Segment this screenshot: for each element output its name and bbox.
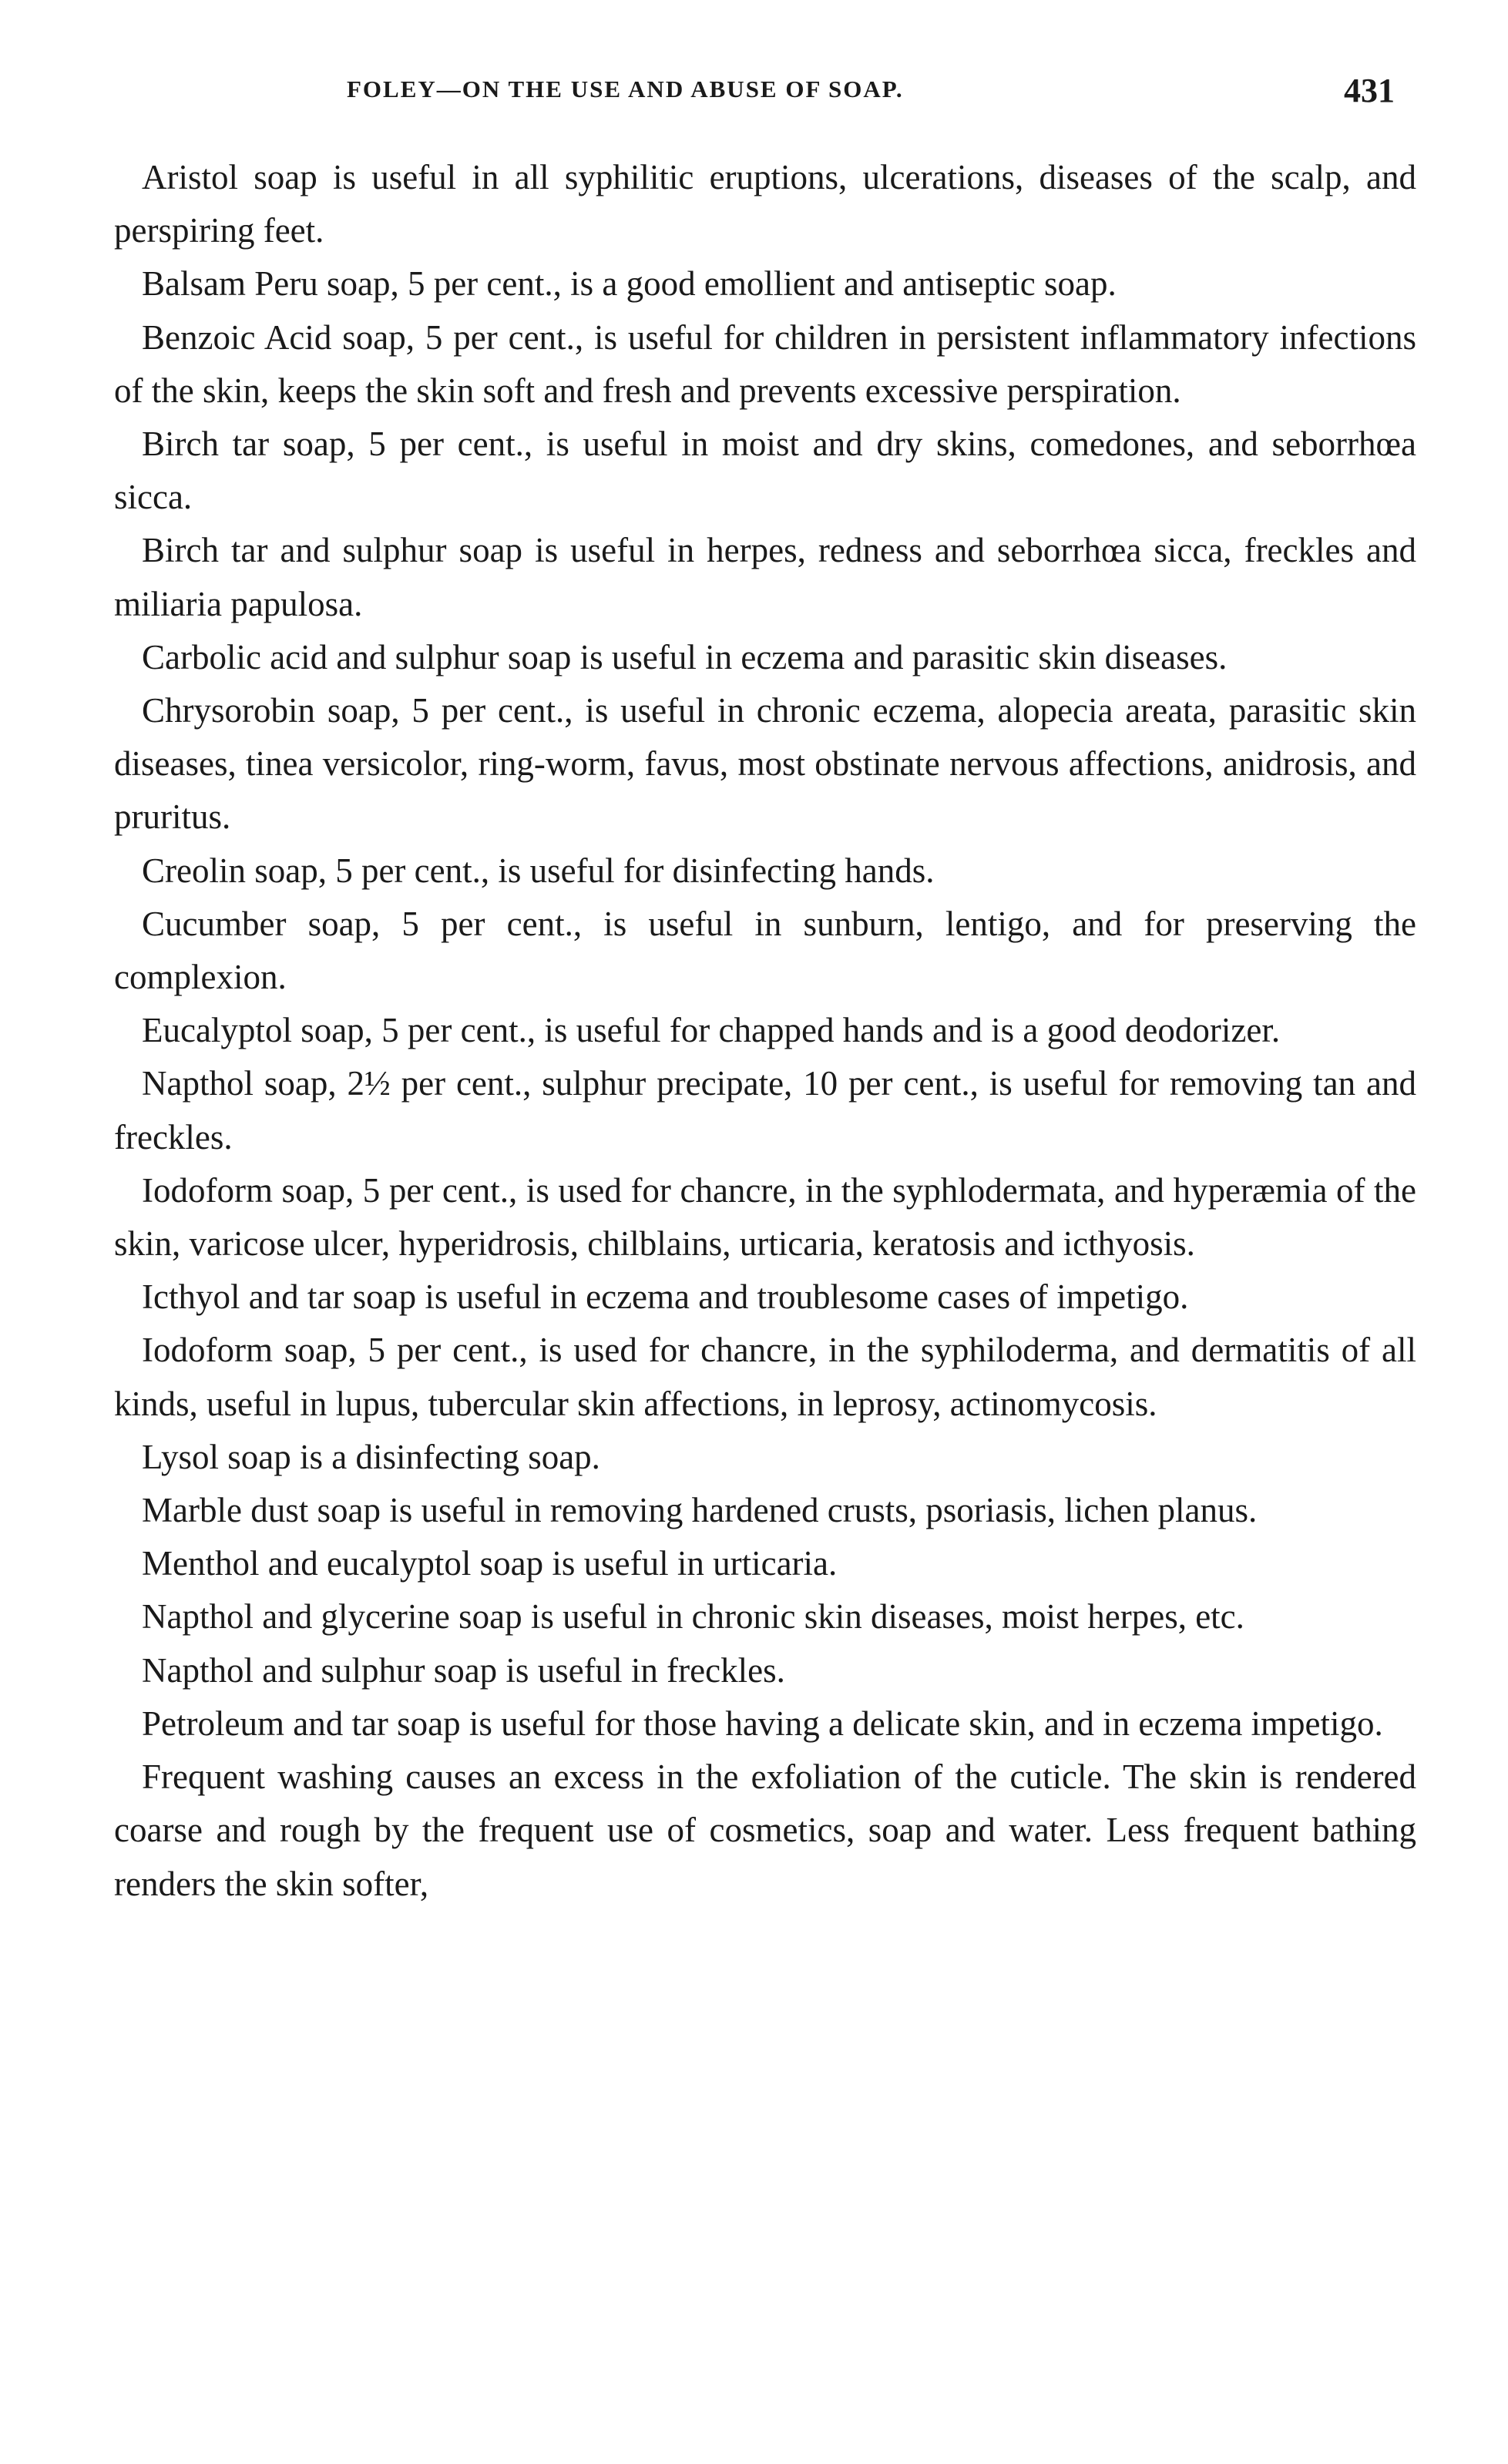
paragraph-birch-tar-sulphur-soap: Birch tar and sulphur soap is useful in herpes, redness and seborrhœa sicca, freckles and miliaria papulosa. (114, 531, 1416, 623)
paragraph-benzoic-acid-soap: Benzoic Acid soap, 5 per cent., is useful for children in persistent inflammatory infections of the skin, keeps the skin soft and fresh and prevents excessive perspiration. (114, 317, 1416, 410)
paragraph-chrysorobin-soap: Chrysorobin soap, 5 per cent., is useful in chronic eczema, alopecia areata, parasitic skin diseases, tinea versicolor, ring-worm, favus, most obstinate nervous affections, anidrosis, and pruritus. (114, 691, 1416, 837)
paragraph-lysol-soap: Lysol soap is a disinfecting soap. (142, 1437, 600, 1476)
paragraph-petroleum-tar-soap: Petroleum and tar soap is useful for those having a delicate skin, and in eczema impetigo. (142, 1704, 1383, 1743)
paragraph-frequent-washing: Frequent washing causes an excess in the exfoliation of the cuticle. The skin is rendered coarse and rough by the frequent use of cosmetics, soap and water. Less frequent bathing renders the skin softer, (114, 1757, 1416, 1903)
body-text (114, 151, 1416, 1911)
running-title: FOLEY—ON THE USE AND ABUSE OF SOAP. (347, 76, 904, 102)
paragraph-menthol-eucalyptol-soap: Menthol and eucalyptol soap is useful in urticaria. (142, 1544, 838, 1583)
paragraph-napthol-glycerine-soap: Napthol and glycerine soap is useful in chronic skin diseases, moist herpes, etc. (142, 1597, 1244, 1637)
paragraph-iodoform-soap-2: Iodoform soap, 5 per cent., is used for chancre, in the syphiloderma, and dermatitis of all kinds, useful in lupus, tubercular skin affections, in leprosy, actinomycosis. (114, 1331, 1416, 1423)
paragraph-balsam-peru-soap: Balsam Peru soap, 5 per cent., is a good emollient and antiseptic soap. (142, 264, 1117, 304)
paragraph-marble-dust-soap: Marble dust soap is useful in removing hardened crusts, psoriasis, lichen planus. (142, 1491, 1258, 1530)
paragraph-creolin-soap: Creolin soap, 5 per cent., is useful for disinfecting hands. (142, 851, 935, 890)
paragraph-eucalyptol-soap: Eucalyptol soap, 5 per cent., is useful for chapped hands and is a good deodorizer. (142, 1011, 1281, 1050)
paragraph-cucumber-soap: Cucumber soap, 5 per cent., is useful in sunburn, lentigo, and for preserving the complexion. (114, 904, 1416, 997)
paragraph-iodoform-soap-1: Iodoform soap, 5 per cent., is used for chancre, in the syphlodermata, and hyperæmia of the skin, varicose ulcer, hyperidrosis, chilblains, urticaria, keratosis and icthyosis. (114, 1170, 1416, 1264)
page-number: 431 (1344, 72, 1395, 109)
paragraph-napthol-soap: Napthol soap, 2½ per cent., sulphur precipate, 10 per cent., is useful for removing tan and freckles. (114, 1064, 1416, 1156)
paragraph-carbolic-sulphur-soap: Carbolic acid and sulphur soap is useful in eczema and parasitic skin diseases. (142, 637, 1228, 676)
paragraph-birch-tar-soap: Birch tar soap, 5 per cent., is useful in moist and dry skins, comedones, and seborrhœa sicca. (114, 425, 1416, 517)
paragraph-aristol-soap: Aristol soap is useful in all syphilitic eruptions, ulcerations, diseases of the scalp, and perspiring feet. (114, 158, 1416, 250)
running-head (116, 71, 1395, 117)
paragraph-napthol-sulphur-soap: Napthol and sulphur soap is useful in freckles. (142, 1650, 785, 1690)
paragraph-icthyol-tar-soap: Icthyol and tar soap is useful in eczema and troublesome cases of impetigo. (142, 1277, 1189, 1317)
